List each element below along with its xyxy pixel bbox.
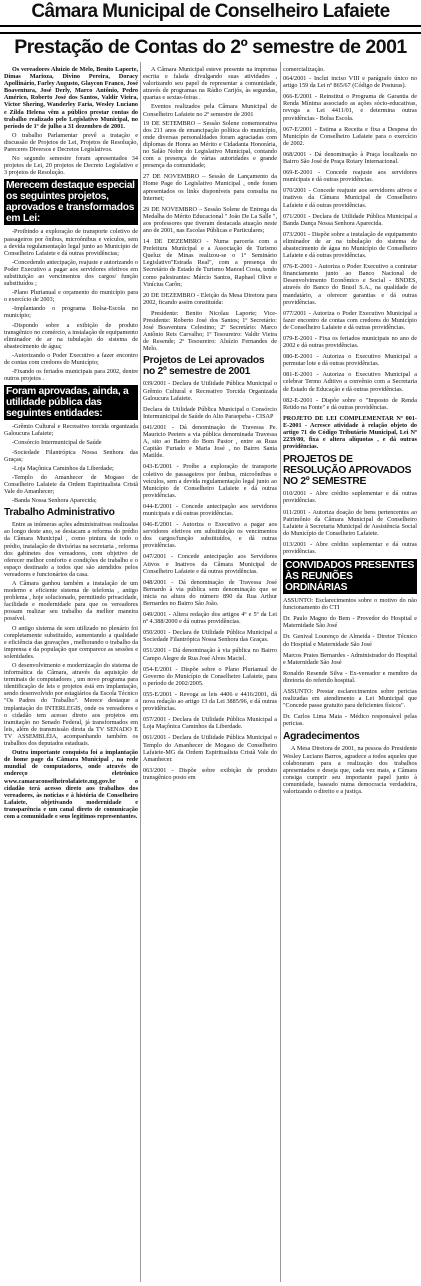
law-item: 069-E-2001 - Concede reajuste aos servidores municipais e dá outras providências.	[283, 169, 417, 184]
law-item: 054-E/2001 - Dispõe sobre o Plano Plurianual de Governo do Município de Conselheiro Lafaiete, para o período de 2002/2005.	[143, 665, 277, 687]
intro-paragraph: Os vereadores Aluízio de Melo, Benito Laporte, Dimas Marioza, Divino Pereira, Doracy Apollinário, Farley Augusto, Glaycon Franco, José Boaventura, José Derly, Marco Antônio, Pedro Américo, Roberto José dos Santos, Valdir Vieira, Victor Shering, Wanderley Faria, Wesley Luciano e Zilda Helena vêm a público prestar contas do trabalho realizado pelo Legislativo Municipal, no período de 1º de julho a 31 dezembro de 2001.	[4, 66, 138, 130]
list-item: -Consórcio Intermunicipal de Saúde	[12, 439, 102, 447]
law-item: 039/2001 - Declara de Utilidade Pública Municipal o Grêmio Cultural e Recreativo Torcida Organizada Galoucura Lafaiete.	[143, 380, 277, 402]
paragraph: O desenvolvimento e modernização do sistema de informática da Câmara, através da aquisição de terminais de computadores , um novo programa para identificação de leis e projetos está em implantação, sendo desenvolvido por estagiários da Escola Técnico "Os Padres do Trabalho". Merece destaque a implantação do INTERLEGIS, onde os vereadores e o cidadão tem acesso direto aos projetos em tramitação no Senado Federal, já transformados em leis, além de transmissão direta da TV SENADO E TV ASSEMBLÉIA, acompanhando também os trabalhos dos deputados estaduais.	[4, 662, 138, 748]
law-item: 079-E-2001 - Fixa os feriados municipais no ano de 2002 e dá outras providências.	[283, 335, 417, 350]
paragraph: Eventos realizados pela Câmara Municipal de Conselheiro Lafaiete no 2º semestre de 2001	[143, 103, 277, 118]
law-item: 055-E/2001 - Revoga as leis 4406 e 4416/2001, dá nova redação ao artigo 13 da Lei 3885/96, e dá outras providências.	[143, 690, 277, 713]
paragraph: Outra importante conquista foi a implantação de home page da Câmara Municipal , na rede mundial de computadores, onde através do endereço eletrônico www.camaraconselheirolafaiete.mg.gov.br o cidadão terá acesso direto aos trabalhos dos vereadores, às notícias e à história de Conselheiro Lafaiete, objetivando modernidade e transparência e um canal direto de comunicação com a comunidade e seus legítimos representantes.	[4, 749, 138, 820]
column-middle	[143, 66, 277, 785]
law-item: PROJETO DE LEI COMPLEMENTAR Nº 001-E-2001 - Acresce atividade à relação objeto do artigo 71 do Código Tributário Municipal, Lei Nº 2239/80, fixa e altera alíquotas , e dá outras providências.	[283, 414, 417, 451]
guest-item: ASSUNTO: Esclarecimentos sobre o motivo do não funcionamento do CTI	[283, 597, 417, 612]
list-item: -Implantando o programa Bolsa-Escola no município;	[4, 305, 138, 320]
section-heading-entities: Foram aprovadas, ainda, a utilidade pública das seguintes entidades:	[4, 385, 138, 420]
law-item: 081-E-2001 - Autoriza o Executivo Municipal a celebrar Termo Aditivo a convênio com a Secretaria de Estado de Educação e dá outras providências.	[283, 371, 417, 393]
law-item: 047/2001 - Concede antecipação aos Servidores Ativos e Inativos da Câmara Municipal de Conselheiro Lafaiete e dá outras providências.	[143, 553, 277, 575]
masthead: Câmara Municipal de Conselheiro Lafaiete	[0, 0, 421, 27]
event-item: 14 DE DEZEMBRO - Numa parceria com a Prefeitura Municipal e a Associação de Turismo Queluz de Minas realizou-se o 1º Seminário Legislativo"Estrada Real", com a presença do Secretário de Estado de Turismo Manoel Costa, tendo como palestrantes: Márcio Santos, Raphael Olive e Vinícius Carôn;	[143, 238, 277, 288]
list-item: -Dispondo sobre a exibição de produto transgênico no comércio, a instalação de equipamento eliminador de ar na tubulação do sistema de abastecimento de água;	[4, 321, 138, 350]
list-item: -Concedendo antecipação, reajuste e autorizando o Poder Executivo a pagar aos servidores efetivos em substituição ao vencimentos dos cargos/ função substituídos ;	[4, 258, 138, 288]
law-item: 048/2001 - Dá denominação de Travessa José Bernardo à via pública sem denominação que se inicia na altura do número 890 da Rua Arthur Bernardes no Bairro São João.	[143, 578, 277, 607]
law-item: 049/2001 - Altera redação dos artigos 4º e 5º da Lei nº 4.388/2000 e dá outras providências.	[143, 611, 277, 626]
list-item: -Proibindo a exploração de transporte coletivo de passageiros por ônibus, microônibus e veículos, sem a devida regulamentação legal junto ao Município de Conselheiro Lafaiete e dá outras providências;	[4, 228, 138, 257]
guest-item: Dr. Carlos Lima Maia - Médico responsável pelas pericias.	[283, 713, 417, 728]
law-item: 057/2001 - Declara de Utilidade Pública Municipal a Loja Maçônica Caminhos da Liberdade.	[143, 716, 277, 731]
law-item: 080-E-2001 - Autoriza o Executivo Municipal a permutar lote e dá outras providências.	[283, 353, 417, 368]
law-item: 066-E/2001 - Reinstitui o Programa de Garantia de Renda Mínima associado as ações sócio-educativas, revoga a Lei 4411/01, e determina outras providências - Bolsa Escola.	[283, 93, 417, 122]
law-item: 068/2001 - Dá denominação à Praça localizada no Bairro São José de Praça Rotary Internacional.	[283, 150, 417, 166]
paragraph: Entre as inúmeras ações administrativas realizadas ao longo deste ano, se destacam a reforma do prédio da Câmara Municipal , como pintura de todo o prédio, instalação de divisórias na secretaria , reforma dos gabinetes dos vereadores, com objetivo de oferecer melhor conforto e condições de trabalho e o espaço destinado a todos que são atendidos pelos vereadores e funcionários da casa.	[4, 521, 138, 578]
guest-item: Marcos Prates Bernardes - Administrador do Hospital e Maternidade São José	[283, 651, 417, 666]
section-heading-projects: Merecem destaque especial os seguintes projetos, aprovados e transformados em Lei:	[4, 179, 138, 225]
law-item: 077/2001 - Autoriza o Poder Executivo Municipal a fazer encontro de contas com credores do Município de Conselheiro Lafaiete e dá outras providências.	[283, 309, 417, 331]
masthead-rule	[0, 32, 421, 34]
page-headline: Prestação de Contas do 2º semestre de 2001	[14, 36, 407, 58]
law-item: 071/2001 - Declara de Utilidade Pública Municipal a Banda Dança Nossa Senhora Aparecida.	[283, 212, 417, 227]
resolution-item: 013/2001 - Abre crédito suplementar e dá outras providências.	[283, 540, 417, 555]
law-item: 064/2001 - Inclui inciso VIII e parágrafo único no artigo 159 da Lei nº 865/67 (Código de Posturas).	[283, 75, 417, 90]
paragraph: A Câmara ganhou também a instalação de um moderno e eficiente sistema de telefonia , antigo problema , hoje solucionado, permitindo privacidade, facilidade e modernidade para que os vereadores possam realizar seu trabalho da melhor maneira possível.	[4, 579, 138, 623]
list-item: -Sociedade Filantrópica Nossa Senhora das Graças;	[4, 448, 138, 463]
law-item: 070/2001 - Concede reajuste aos servidores ativos e inativos da Câmara Municipal de Conselheiro Lafaiete e dá outras providências.	[283, 187, 417, 209]
law-item: 076-E-2001 - Autoriza o Poder Executivo a contratar financiamento junto ao Banco Nacional de Desenvolvimento Econômico e Social - BNDES, através do Banco do Brasil S.A., na qualidade de mandatário, a oferecer garantias e dá outras providências.	[283, 263, 417, 306]
paragraph: No segundo semestre foram apresentados 34 projetos de Lei, 20 projetos de Decreto Legislativo e 3 projetos de Resolução.	[4, 155, 138, 177]
law-item: 043-E/2001 - Proíbe a exploração de transporte coletivo de passageiros por ônibus, microônibus e veículos, sem a devida regulamentação legal junto ao Município de Conselheiro Lafaiete e dá outras providências.	[143, 463, 277, 499]
law-item: 051/2001 - Dá denominação à via pública no Bairro Campo Alegre de Rua José Alves Maciel.	[143, 647, 277, 662]
law-item: 073/2001 - Dispõe sobre a instalação de equipamento eliminador de ar na tubulação do sistema de abastecimento de água no Município de Conselheiro Lafaiete e dá outras providências.	[283, 230, 417, 260]
law-item: 044-E/2001 - Concede antecipação aos servidores municipais e dá outras providências.	[143, 502, 277, 517]
list-item: -Templo do Amanhecer de Mogaso de Conselheiro Lafaiete da Ordem Espiritualista Cristã Vale do Amanhecer;	[4, 473, 138, 496]
section-heading-resolutions: PROJETOS DE RESOLUÇÃO APROVADOS NO 2º SEMESTRE	[283, 454, 412, 488]
law-item: 050/2001 - Declara de Utilidade Pública Municipal a Sociedade Filantrópica Nossa Senhora das Graças.	[143, 629, 277, 644]
event-item: 27 DE NOVEMBRO – Sessão de Lançamento da Home Page do Legislativo Municipal , onde foram apresentados os links disponíveis para consulta na Internet;	[143, 173, 277, 202]
guest-item: Dr. Genival Lourenço de Almeida - Diretor Técnico do Hospital e Maternidade São José	[283, 633, 417, 648]
law-item: 082-E-2001 - Dispõe sobre o "Imposto de Renda Retido na Fonte" e dá outras providências.	[283, 396, 417, 411]
column-left	[4, 66, 138, 822]
law-item: 046-E/2001 - Autoriza o Executivo a pagar aos servidores efetivos em substituição os vencimentos dos cargos/função substituídos, e dá outras providências.	[143, 521, 277, 550]
law-item: comercialização.	[283, 66, 325, 73]
paragraph: O antigo sistema de som utilizado no plenário foi completamente substituído, aumentando a qualidade e eficiência das gravações , melhorando o trabalho da imprensa e da população que comparece as sessões e solenidades.	[4, 624, 138, 660]
event-item: 29 DE NOVEMBRO – Sessão Solene de Entrega da Medalha do Mérito Educacional " João De La Salle ", aos professores que tiveram destacada atuação neste ano de 2001, nas Escolas Públicas e Particulares;	[143, 205, 277, 234]
paragraph: A Mesa Diretora de 2001, na pessoa do Presidente Wesley Luciano Barros, agradece a todos aqueles que colaboraram para a realização dos trabalhos apresentados e deseja que, cada vez mais, a Câmara consiga cumprir seu importante papel junto à comunidade, baseado numa democracia verdadeira, valorizando o direito e a justiça.	[283, 745, 417, 796]
resolution-item: 011/2001 - Autoriza doação de bens pertencentes ao Patrimônio da Câmara Municipal de Conselheiro Lafaiete à Secretaria Municipal de Assistência Social do Município de Conselheiro Lafaiete.	[283, 508, 417, 537]
section-heading-thanks: Agradecimentos	[283, 731, 360, 743]
column-right	[283, 66, 417, 797]
paragraph: A Câmara Municipal esteve presente na imprensa escrita e falada divulgando suas atividades , valorizando seu papel de representar a comunidade, através de programas na Rádio Carijós, às segundas, quartas e sextas-feiras .	[143, 66, 277, 102]
list-item: -Autorizando o Poder Executivo a fazer encontro de contas com credores do Município;	[4, 351, 138, 366]
section-heading-admin: Trabalho Administrativo	[4, 507, 115, 519]
list-item: -Banda Nossa Senhora Aparecida;	[12, 497, 97, 505]
law-item: 041/2001 - Dá denominação de Travessa Pe. Mauricio Peeters a via pública denominada Travessa A, sito ao Bairro do Bom Pastor , entre as Ruas Capitão Furtado e Maria José , no Bairro Santa Matilde.	[143, 423, 277, 460]
list-item: -Loja Maçônica Caminhos da Liberdade;	[12, 464, 114, 472]
event-item: 20 DE DEZEMBRO - Eleição da Mesa Diretora para 2002, ficando assim constituída:	[143, 291, 277, 306]
event-item: 19 DE SETEMBRO – Sessão Solene comemorativa dos 211 anos de emancipação política do município, onde diversas personalidades foram agraciadas com diplomas de Honra ao Mérito e Cidadania Honorária, no Salão Nobre do Legislativo Municipal, contando com a presença de várias autoridades e grande presença da comunidade;	[143, 119, 277, 170]
paragraph: Presidente: Benito Nicolau Laporte; Vice-Presidente: Roberto José dos Santos; 1º Secretário: José Boaventura Celestino; 2º Secretário: Marco Antônio Reis Carvalho; 1º Tesoureiro: Valdir Vieira de Resende; 2º Tesoureiro: Aluízio Fernandes de Melo.	[143, 309, 277, 353]
guest-item: Ronaldo Resende Silva - Ex-vereador e membro da diretoria do referido hospital.	[283, 669, 417, 684]
column-divider-1	[140, 62, 141, 1282]
list-item: -Plano Plurianual e orçamento do município para o exercício de 2003;	[4, 289, 138, 304]
column-divider-2	[280, 62, 281, 1282]
paragraph: O trabalho Parlamentar prevê a tratação e discussão de Projetos de Lei, Projetos de Resolução, Pareceres Diversos e Decretos Legislativos.	[4, 131, 138, 154]
law-item: 067-E/2001 - Estima a Receita e fixa a Despesa do Município de Conselheiro Lafaiete para o exercício de 2002.	[283, 125, 417, 147]
guest-item: Dr. Paulo Magno do Bem - Provedor do Hospital e Maternidade São José	[283, 615, 417, 630]
list-item: -Grêmio Cultural e Recreativo torcida organizada Galoucura Lafaiete;	[4, 423, 138, 438]
resolution-item: 010/2001 - Abre crédito suplementar e dá outras providências.	[283, 490, 417, 505]
section-heading-laws: Projetos de Lei aprovados no 2º semestre de 2001	[143, 355, 265, 378]
list-item: -Fixando os feriados municipais para 2002, dentre outros projetos .	[4, 368, 138, 383]
law-item: 063/2001 - Dispõe sobre exibição de produto transgênico posto em	[143, 766, 277, 781]
section-heading-guests: CONVIDADOS PRESENTES ÀS REUNIÕES ORDINÁRIAS	[283, 559, 417, 594]
guest-item: ASSUNTO: Prestar esclarecimentos sobre pericias realizadas em atendimento a Lei Municipal que "Concede passe gratuito para deficientes físicos".	[283, 688, 417, 710]
law-item: 061/2001 - Declara de Utilidade Pública Municipal o Templo do Amanhecer de Mogaso de Conselheiro Lafaiete-MG da Ordem Espiritualista Cristã Vale do Amanhecer.	[143, 734, 277, 763]
law-item: Declara de Utilidade Pública Municipal o Consórcio Intermunicipal de Saúde do Alto Paraopeba - CISAP	[143, 405, 277, 420]
